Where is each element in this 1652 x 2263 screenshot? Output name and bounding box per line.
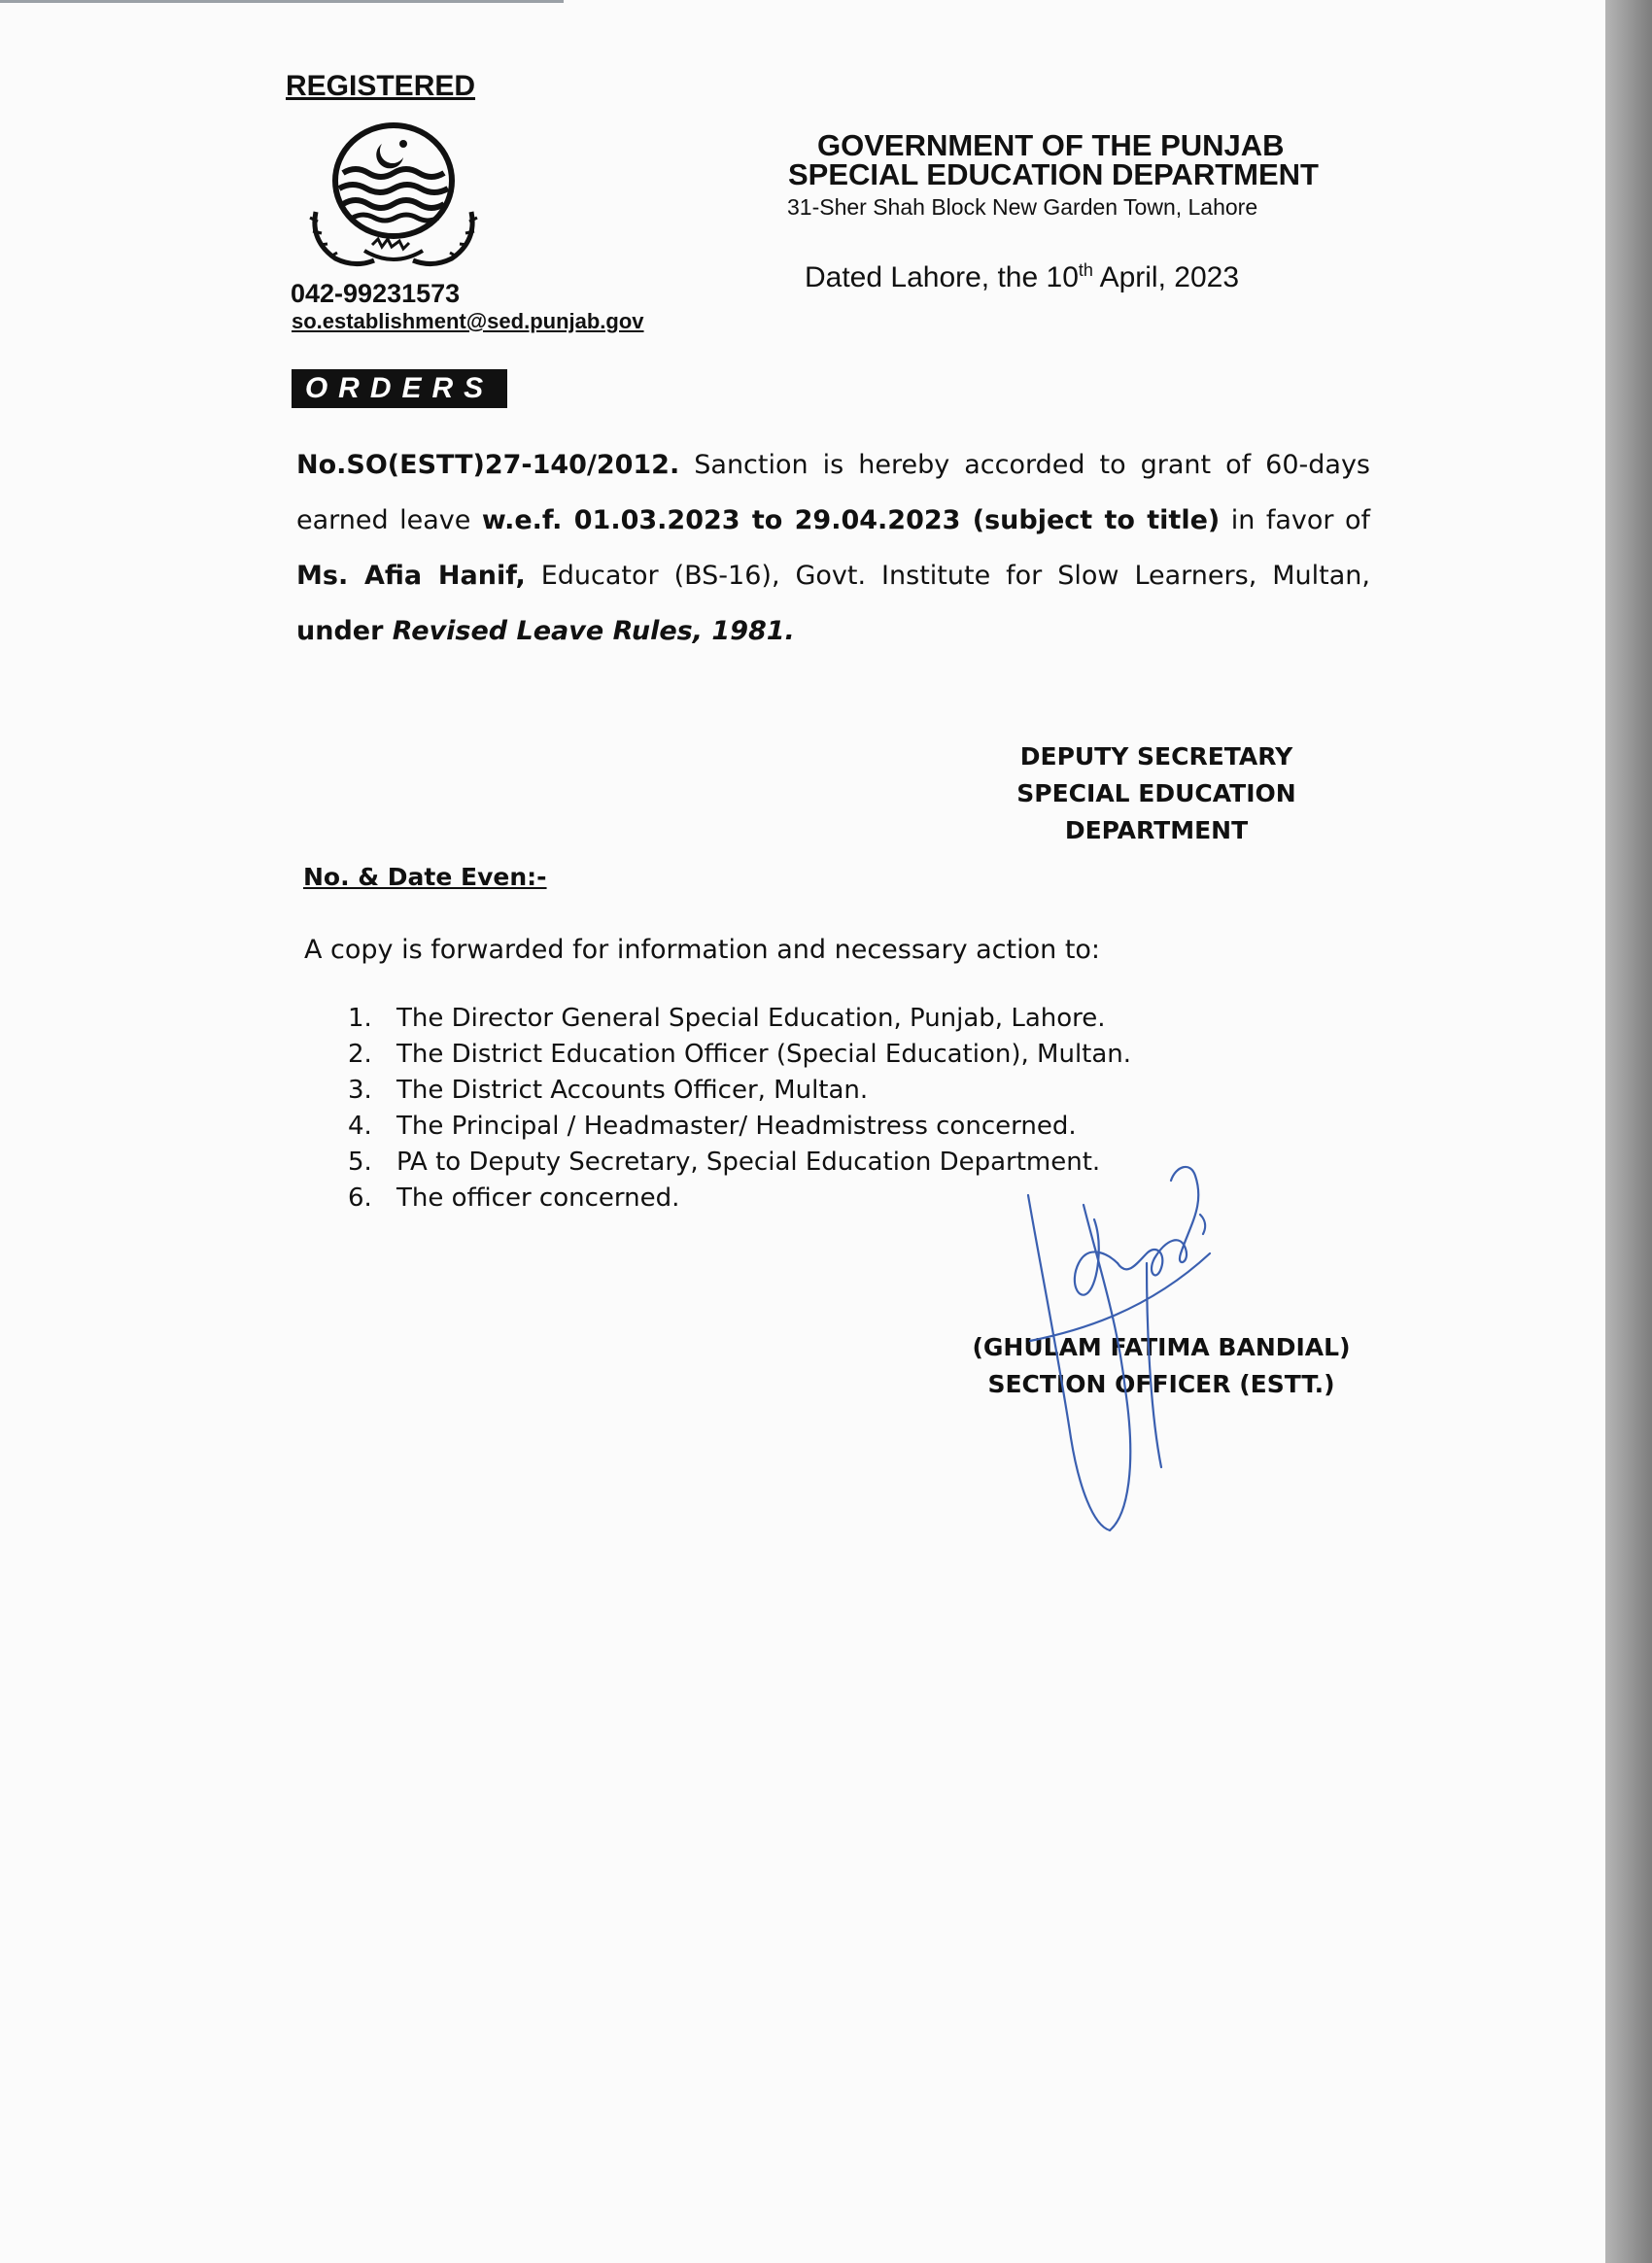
list-number: 5.: [348, 1148, 372, 1177]
phone-number: 042-99231573: [291, 279, 461, 308]
list-item: [348, 1109, 1131, 1145]
order-text-part3: Educator (BS-16), Govt. Institute for Slow Learners, Multan,: [525, 561, 1370, 591]
leave-rules: Revised Leave Rules, 1981.: [383, 616, 795, 646]
punjab-government-emblem: [296, 115, 491, 280]
order-number: No.SO(ESTT)27-140/2012.: [296, 450, 680, 480]
department-title: SPECIAL EDUCATION DEPARTMENT: [788, 157, 1319, 191]
list-number: 6.: [348, 1183, 372, 1213]
order-paragraph: [296, 437, 1370, 659]
endorsement-intro: A copy is forwarded for information and necessary action to:: [304, 935, 1101, 965]
officer-designation: SECTION OFFICER (ESTT.): [987, 1370, 1335, 1398]
handwritten-signature: [1001, 1147, 1244, 1535]
signatory-line-3: DEPARTMENT: [1064, 816, 1249, 844]
order-text-part1: Sanction is hereby accorded to grant of 60-days earned leave: [296, 450, 1370, 535]
recipient-text: The Director General Special Education, Punjab, Lahore.: [396, 1004, 1106, 1033]
list-item: [348, 1037, 1131, 1073]
deputy-secretary-block: [981, 738, 1331, 849]
scanner-edge: [1605, 0, 1652, 2263]
date-suffix: April, 2023: [1092, 261, 1240, 293]
under-word: under: [296, 616, 384, 646]
signatory-line-2: SPECIAL EDUCATION: [1016, 779, 1296, 807]
recipient-text: The District Education Officer (Special Education), Multan.: [396, 1040, 1132, 1069]
email-address: so.establishment@sed.punjab.gov: [292, 309, 644, 333]
government-title: GOVERNMENT OF THE PUNJAB: [817, 128, 1285, 162]
list-item: [348, 1001, 1131, 1037]
list-item: [348, 1073, 1131, 1109]
scan-edge-line: [0, 0, 564, 3]
recipient-text: PA to Deputy Secretary, Special Education Department.: [396, 1148, 1101, 1177]
order-text-part2: in favor of: [1220, 505, 1370, 535]
department-address: 31-Sher Shah Block New Garden Town, Lahore: [787, 194, 1258, 220]
date-superscript: th: [1078, 260, 1093, 280]
registered-label: REGISTERED: [286, 70, 476, 102]
endorsement-heading: No. & Date Even:-: [303, 863, 547, 891]
officer-name: (GHULAM FATIMA BANDIAL): [972, 1333, 1351, 1361]
list-number: 4.: [348, 1112, 372, 1141]
date-line: [805, 260, 1239, 294]
list-number: 3.: [348, 1076, 372, 1105]
employee-name: Ms. Afia Hanif,: [296, 561, 526, 591]
list-number: 1.: [348, 1004, 372, 1033]
recipient-text: The officer concerned.: [396, 1183, 680, 1213]
list-number: 2.: [348, 1040, 372, 1069]
recipient-text: The Principal / Headmaster/ Headmistress concerned.: [396, 1112, 1077, 1141]
leave-period: w.e.f. 01.03.2023 to 29.04.2023 (subject to title): [481, 505, 1221, 535]
recipient-text: The District Accounts Officer, Multan.: [396, 1076, 869, 1105]
date-prefix: Dated Lahore, the 10: [805, 261, 1079, 293]
orders-heading: ORDERS: [292, 369, 507, 408]
signatory-line-1: DEPUTY SECRETARY: [1019, 742, 1293, 771]
